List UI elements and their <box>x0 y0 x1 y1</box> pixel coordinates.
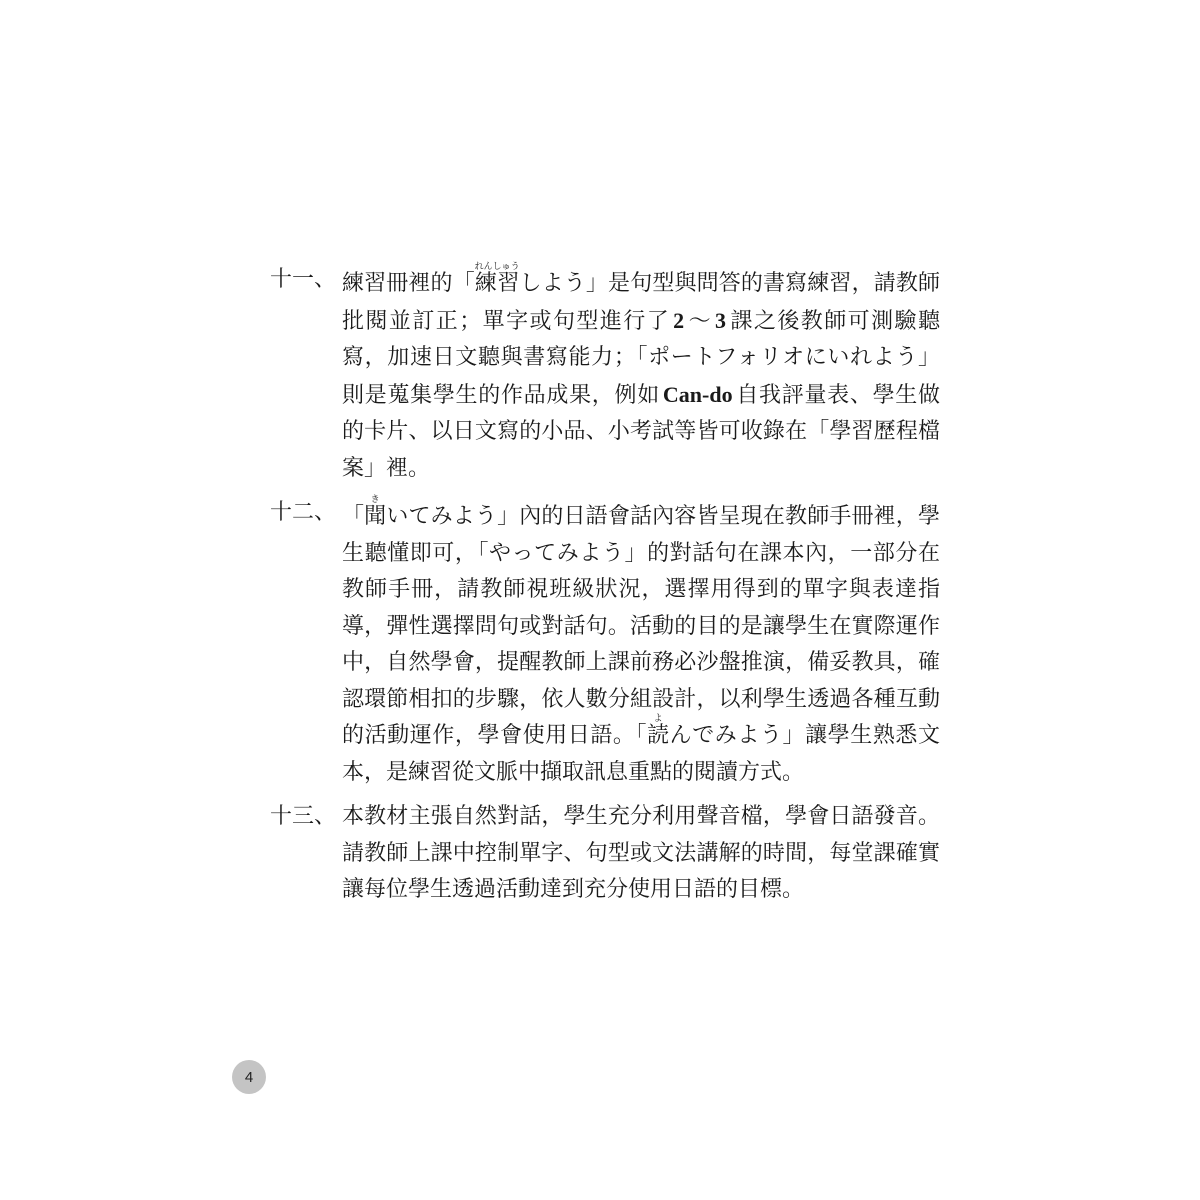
furigana-base: 読 <box>647 723 670 748</box>
furigana-word <box>364 495 387 529</box>
item-text <box>342 799 940 909</box>
page-number-badge <box>232 1060 266 1094</box>
list-item <box>270 495 940 791</box>
text-run: 「 <box>342 504 365 529</box>
item-text <box>342 495 940 791</box>
latin-run: 3 <box>715 307 727 333</box>
furigana-reading: れんしゅう <box>474 262 520 272</box>
item-number: 十二、 <box>270 500 337 525</box>
page-number: 4 <box>244 1068 254 1086</box>
text-run: ～ <box>687 308 713 334</box>
furigana-base: 練習 <box>474 271 520 296</box>
furigana-reading: き <box>364 495 387 505</box>
text-run: いてみよう」內的日語會話內容皆呈現在教師手冊裡，學生聽懂即可，「やってみよう」的對話句在課本內，一部分在教師手冊，請教師視班級狀況，選擇用得到的單字與表達指導，彈性選擇問句或對話句。活動的目的是讓學生在實際運作中，自然學會，提醒教師上課前務必沙盤推演，備妥教具，確認環節相扣的步驟，依人數分組設計，以利學生透過各種互動的活動運作，學會使用日語。「 <box>342 504 940 748</box>
text-run: 自我評量表、學生做的卡片、以日文寫的小品、小考試等皆可收錄在「學習歷程檔案」裡。 <box>342 382 940 481</box>
text-run: 本教材主張自然對話，學生充分利用聲音檔，學會日語發音。請教師上課中控制單字、句型或文法講解的時間，每堂課確實讓每位學生透過活動達到充分使用日語的目標。 <box>342 804 940 902</box>
text-run: 練習冊裡的「 <box>342 271 475 296</box>
instructions-list <box>270 262 940 917</box>
text-run: しよう」是句型與問答的書寫練習，請教師批閱並訂正；單字或句型進行了 <box>342 271 940 334</box>
item-number: 十三、 <box>270 804 337 829</box>
text-run: 課之後教師可測驗聽寫，加速日文聽與書寫能力；「ポートフォリオにいれよう」則是蒐集學生的作品成果，例如 <box>342 308 940 408</box>
list-item <box>270 262 940 487</box>
latin-run: 2 <box>673 307 685 333</box>
furigana-base: 聞 <box>364 504 387 529</box>
latin-run: Can-do <box>662 381 733 407</box>
item-number: 十一、 <box>270 267 337 292</box>
furigana-reading: よ <box>647 714 670 724</box>
furigana-word <box>474 262 520 296</box>
text-run: んでみよう」讓學生熟悉文本，是練習從文脈中擷取訊息重點的閱讀方式。 <box>342 723 940 785</box>
list-item <box>270 799 940 909</box>
furigana-word <box>647 714 670 748</box>
item-text <box>342 262 940 487</box>
